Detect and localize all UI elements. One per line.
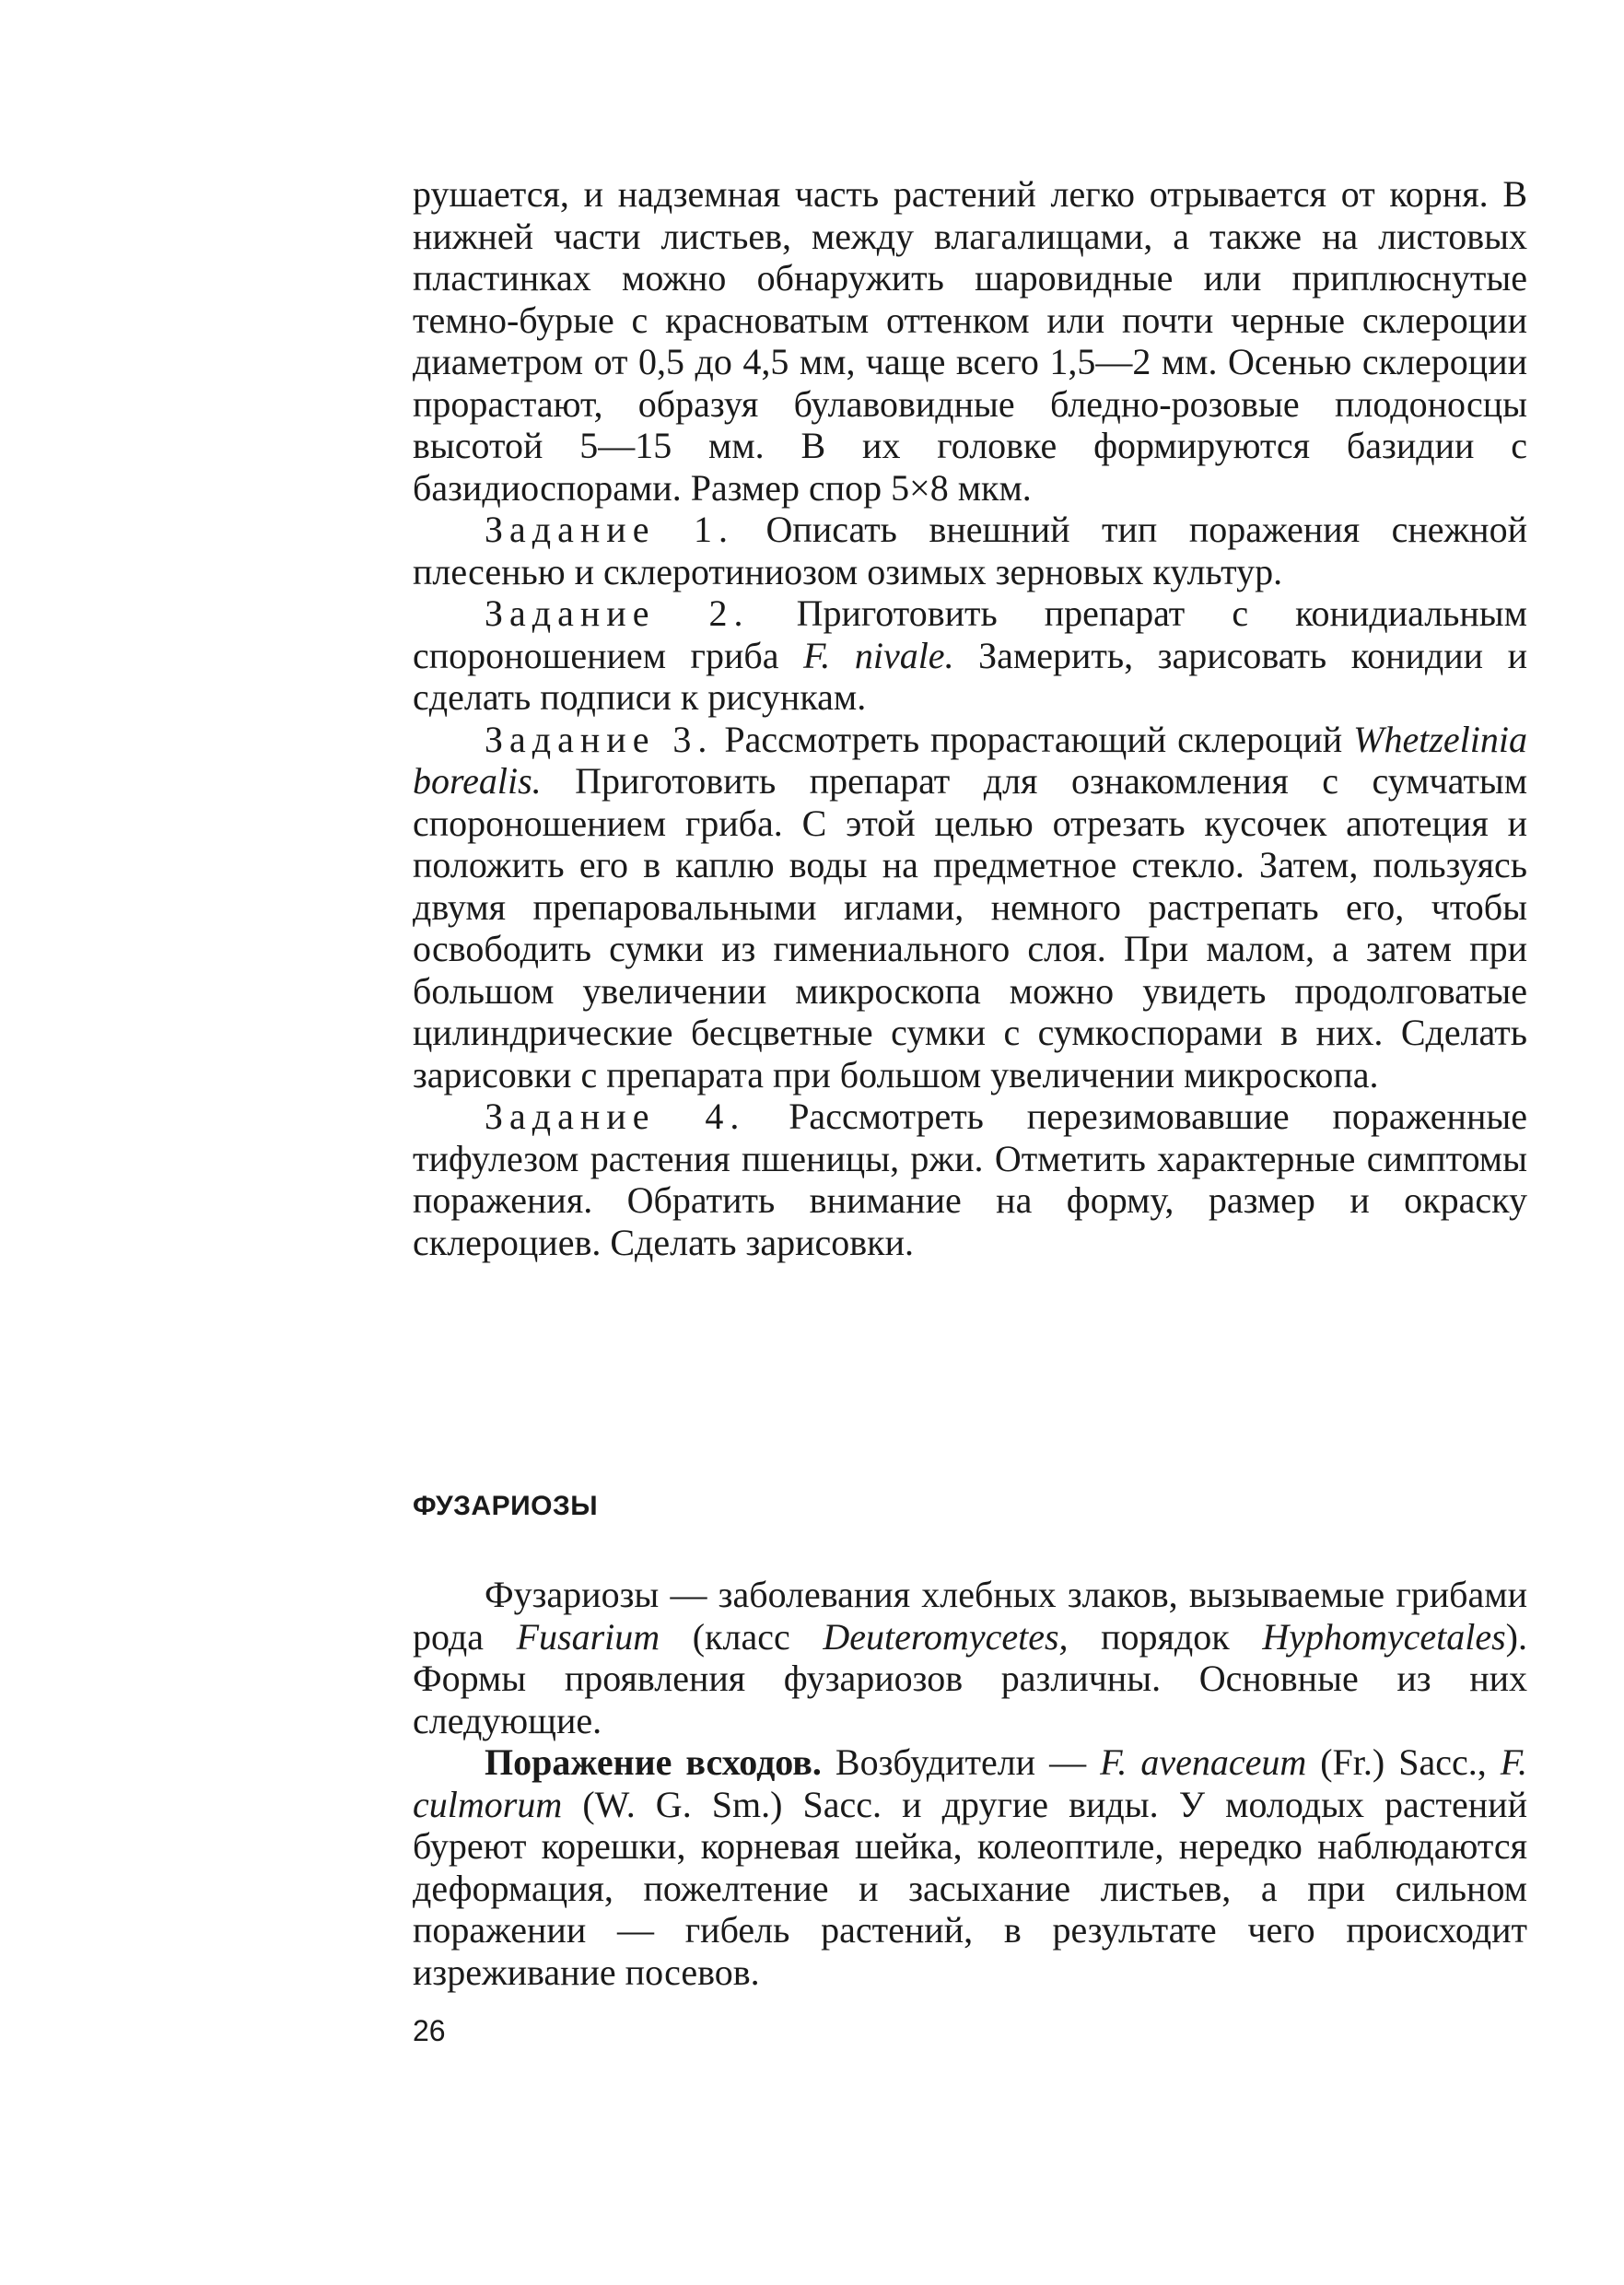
task-2-label: Задание 2. xyxy=(485,592,750,634)
text-block-bottom xyxy=(413,1574,1527,1993)
class-name: Deuteromycetes, xyxy=(823,1615,1069,1658)
species-name: Whetzelinia borealis. xyxy=(413,718,1528,802)
species-name: F. avenaceum xyxy=(1100,1741,1307,1783)
order-name: Hyphomycetales xyxy=(1262,1615,1506,1658)
intro-paragraph: Фузариозы — заболевания хлебных злаков, вызываемые грибами рода Fusarium (класс Deuteromycetes, порядок Hyphomycetales). Формы проявления фузариозов различны. Основные из них следующие. xyxy=(413,1574,1527,1741)
task-4: Задание 4. Рассмотреть перезимовавшие пораженные тифулезом растения пшеницы, ржи. Отметить характерные симптомы поражения. Обратить внимание на форму, размер и окраску склероциев. Сделать зарисовки. xyxy=(413,1096,1527,1263)
task-3-label: Задание 3. xyxy=(485,718,714,760)
page-number: 26 xyxy=(413,2014,446,2047)
paragraph-continued: рушается, и надземная часть растений легко отрывается от корня. В нижней части листьев, между влагалищами, а также на листовых пластинках можно обнаружить шаровидные или приплюснутые темно-бурые с красноватым оттенком или почти черные склероции диаметром от 0,5 до 4,5 мм, чаще всего 1,5—2 мм. Осенью склероции прорастают, образуя булавовидные бледно-розовые плодоносцы высотой 5—15 мм. В их головке формируются базидии с базидиоспорами. Размер спор 5×8 мкм. xyxy=(413,173,1527,509)
subheading-inline: Поражение всходов. xyxy=(485,1741,822,1783)
task-4-label: Задание 4. xyxy=(485,1096,746,1137)
task-1: Задание 1. Описать внешний тип поражения снежной плесенью и склеротиниозом озимых зерновых культур. xyxy=(413,509,1527,592)
seedling-paragraph: Поражение всходов. Возбудители — F. avenaceum (Fr.) Sacc., F. culmorum (W. G. Sm.) Sacc. и другие виды. У молодых растений буреют корешки, корневая шейка, колеоптиле, нередко наблюдаются деформация, пожелтение и засыхание листьев, а при сильном поражении — гибель растений, в результате чего происходит изреживание посевов. xyxy=(413,1741,1528,1993)
task-2: Задание 2. Приготовить препарат с конидиальным спороношением гриба F. nivale. Замерить, зарисовать конидии и сделать подписи к рисункам. xyxy=(413,592,1528,718)
species-name: F. nivale. xyxy=(803,634,954,676)
task-3: Задание 3. Рассмотреть прорастающий склероций Whetzelinia borealis. Приготовить препарат для ознакомления с сумчатым спороношением гриба. С этой целью отрезать кусочек апотеция и положить его в каплю воды на предметное стекло. Затем, пользуясь двумя препаровальными иглами, немного растрепать его, чтобы освободить сумки из гимениального слоя. При малом, а затем при большом увеличении микроскопа можно увидеть продолговатые цилиндрические бесцветные сумки с сумкоспорами в них. Сделать зарисовки с препарата при большом увеличении микроскопа. xyxy=(413,718,1528,1096)
section-heading: ФУЗАРИОЗЫ xyxy=(413,1491,599,1521)
task-1-label: Задание 1. xyxy=(485,509,734,550)
species-name: F. culmorum xyxy=(413,1741,1528,1825)
genus-name: Fusarium xyxy=(516,1615,660,1658)
text-block-top xyxy=(413,173,1527,1263)
